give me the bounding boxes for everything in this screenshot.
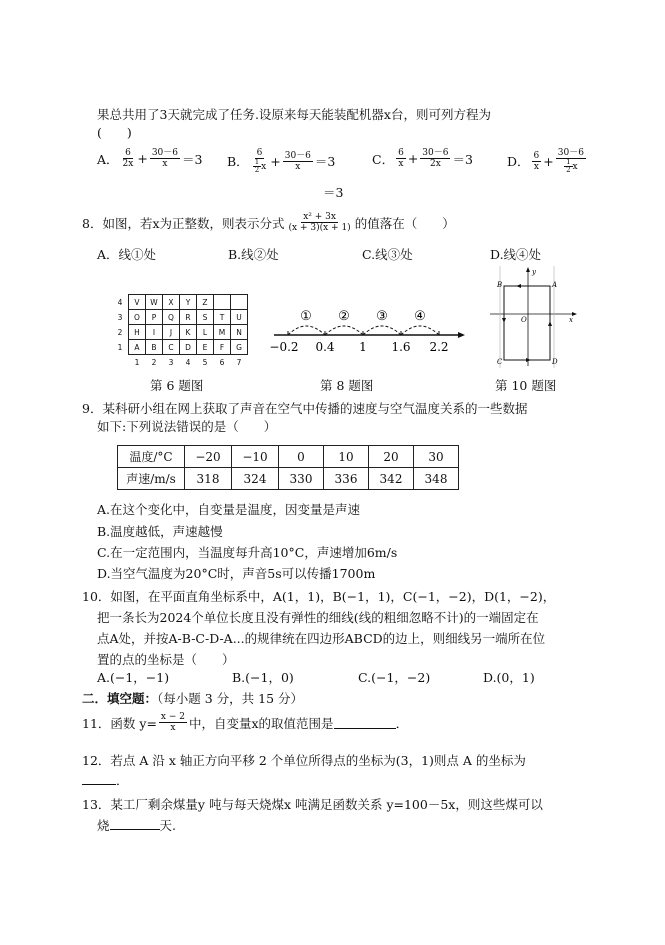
q7-option-a[interactable]: A． $\frac{6}{2x}$ + $\frac{30-6}{x}$ ＝3	[97, 148, 203, 169]
q11-stem: 11．函数 y= $\frac{x - 2}{x}$ 中，自变量x的取值范围是 ．	[82, 712, 409, 733]
point-b-label: B	[497, 281, 503, 289]
q8-stem: 8．如图，若x为正整数，则表示分式 $\frac{\text{x² + 3x}}{(x + 3)(x + 1)}$ 的值落在（ ）	[82, 212, 455, 233]
q10-option-d[interactable]: D.(0，1)	[483, 670, 535, 685]
x-label: x	[569, 316, 573, 324]
mark-1: ①	[300, 309, 312, 324]
fig10-caption: 第 10 题图	[495, 378, 557, 393]
q13-stem-line1: 13．某工厂剩余煤量y 吨与每天烧煤x 吨满足函数关系 y=100－5x，则这些煤可以	[82, 797, 543, 812]
q12-answer-blank[interactable]	[82, 772, 116, 785]
q13-answer-line: 烧 天.	[97, 818, 176, 833]
q9-option-c[interactable]: C.在一定范围内，当温度每升高10°C，声速增加6m/s	[97, 545, 398, 560]
q7-option-c[interactable]: C． $\frac{6}{x}$ + $\frac{30-6}{2x}$ ＝3	[372, 148, 473, 169]
fig8-number-line	[268, 305, 468, 355]
mark-4: ④	[414, 309, 426, 324]
fig8-caption: 第 8 题图	[320, 378, 374, 393]
tick-label-1: 0.4	[315, 340, 335, 354]
direction-arrow	[516, 284, 521, 288]
direction-arrow	[548, 321, 552, 326]
fig6-letter-grid: 4 V W X Y Z 3 O P Q R S T U 2 H I J K L M N 1 A B C D E F G 1 2 3 4 5 6 7	[112, 294, 248, 369]
direction-arrow	[526, 358, 531, 362]
q10-stem-line2: 把一条长为2024个单位长度且没有弹性的细线(线的粗细忽略不计)的一端固定在	[97, 610, 539, 625]
q7-answer-paren: ( )	[97, 125, 132, 140]
mark-3: ③	[376, 309, 388, 324]
q10-stem-line3: 点A处，并按A-B-C-D-A...的规律统在四边形ABCD的边上，则细线另一端所在位	[97, 631, 546, 646]
table-row: 声速/m/s 318 324 330 336 342 348	[118, 468, 459, 490]
q9-option-b[interactable]: B.温度越低，声速越慢	[97, 524, 223, 539]
q9-stem-line2: 如下:下列说法错误的是（ ）	[97, 419, 277, 434]
arc-3	[363, 326, 401, 335]
q8-option-c[interactable]: C.线③处	[362, 247, 413, 262]
q11-answer-blank[interactable]	[334, 716, 396, 729]
q10-option-a[interactable]: A.(−1，−1)	[97, 670, 170, 685]
q7-stem-line1: 果总共用了3天就完成了任务.设原来每天能装配机器x台，则可列方程为	[97, 107, 491, 122]
section-note: （每小题 3 分，共 15 分）	[157, 691, 304, 706]
arc-1	[288, 326, 325, 335]
y-label: y	[532, 268, 536, 276]
q8-option-d[interactable]: D.线④处	[490, 247, 542, 262]
point-d-label: D	[552, 358, 558, 366]
point-a-label: A	[552, 281, 558, 289]
section-two-heading	[82, 690, 303, 708]
q9-option-d[interactable]: D.当空气温度为20°C时，声音5s可以传播1700m	[97, 566, 376, 581]
tick-label-2: 1	[359, 340, 367, 354]
q10-stem-line4: 置的点的坐标是（ ）	[97, 652, 235, 667]
rectangle-abcd	[504, 286, 550, 360]
tick-label-3: 1.6	[391, 340, 411, 354]
number-line-arrow	[458, 332, 465, 338]
q13-answer-blank[interactable]	[110, 817, 160, 830]
y-axis-arrow	[526, 267, 530, 272]
point-c-label: C	[497, 358, 503, 366]
fig10-coordinate-figure	[488, 266, 578, 370]
direction-arrow	[502, 318, 506, 323]
q12-answer-line: ．	[82, 772, 129, 790]
tick-label-0: −0.2	[269, 340, 299, 354]
arc-2	[325, 326, 363, 335]
q9-stem-line1: 9．某科研小组在网上获取了声音在空气中传播的速度与空气温度关系的一些数据	[82, 401, 528, 416]
q10-option-c[interactable]: C.(−1，−2)	[358, 670, 431, 685]
tick-label-4: 2.2	[429, 340, 449, 354]
fig6-caption: 第 6 题图	[150, 378, 204, 393]
origin-label: O	[521, 316, 527, 324]
mark-2: ②	[338, 309, 350, 324]
q9-data-table	[117, 445, 459, 490]
q8-option-a[interactable]: A．线①处	[97, 247, 157, 262]
section-title: 二．填空题：	[82, 691, 158, 706]
q7-option-d[interactable]: D． $\frac{6}{x}$ + 30－6 $\frac{1}{2}$ x	[507, 148, 584, 174]
q7-option-d-equals: ＝3	[323, 185, 344, 200]
arc-4	[401, 326, 439, 335]
q8-option-b[interactable]: B.线②处	[228, 247, 279, 262]
q9-option-a[interactable]: A.在这个变化中，自变量是温度，因变量是声速	[97, 502, 361, 517]
q10-option-b[interactable]: B.(−1，0)	[232, 670, 294, 685]
q12-stem-line1: 12．若点 A 沿 x 轴正方向平移 2 个单位所得点的坐标为(3，1)则点 A 的坐标为	[82, 753, 526, 768]
q7-option-b[interactable]: B． 6 $\frac{1}{2}$ x + $\frac{30-6}{x}$ ＝3	[227, 148, 336, 174]
q10-stem-line1: 10．如图，在平面直角坐标系中，A(1，1)，B(−1，1)，C(−1，−2)，D(1，−2)，	[82, 589, 556, 604]
table-row: 温度/°C −20 −10 0 10 20 30	[118, 446, 459, 468]
